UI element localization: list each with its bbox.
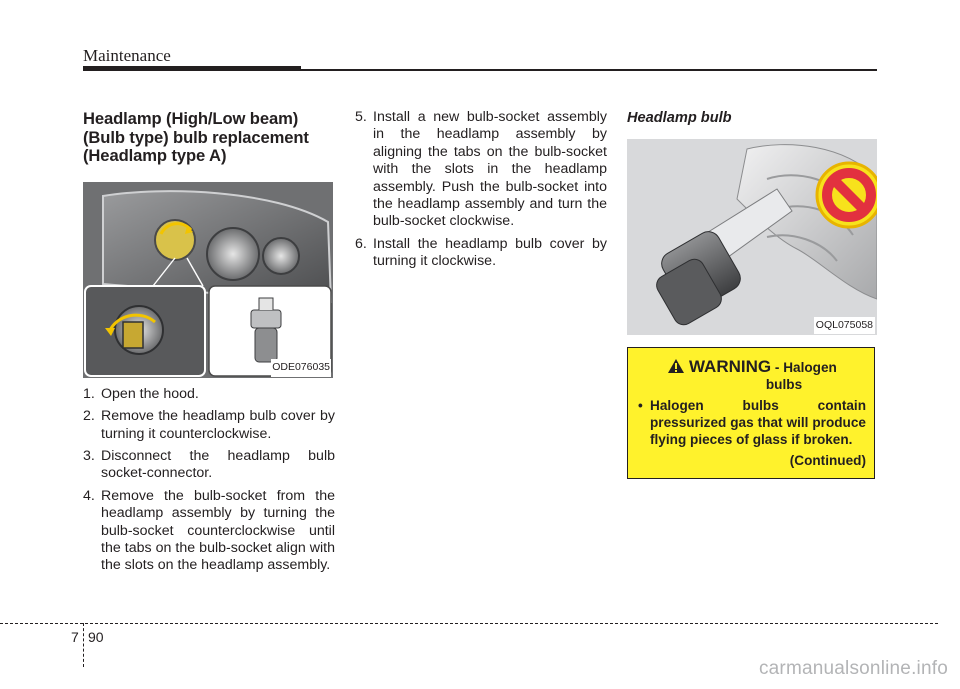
right-column xyxy=(627,110,879,479)
step-number: 3. xyxy=(83,448,95,464)
step-number: 1. xyxy=(83,385,95,402)
step-text: Open the hood. xyxy=(101,385,199,402)
step-text: Remove the bulb-socket from the headlamp assembly by turning the bulb-socket counterclockwise until the tabs on the bulb-socket align with the slots on the headlamp assembly. xyxy=(101,487,335,574)
section-title xyxy=(83,110,335,166)
warning-continued: (Continued) xyxy=(789,453,866,469)
warning-topic-continued: bulbs xyxy=(765,377,803,393)
headlamp-assembly-figure xyxy=(83,182,333,378)
header-rule-thick xyxy=(83,66,301,71)
warning-topic: - Halogen xyxy=(774,360,837,376)
step-text: Install a new bulb-socket assembly in the headlamp assembly by aligning the tabs on the bulb-socket with the slots in the headlamp assembly. Push the bulb-socket into the headlamp assembly and turn the bulb-socket clockwise. xyxy=(373,109,607,230)
subsection-title: Headlamp bulb xyxy=(627,110,732,126)
warning-label: WARNING xyxy=(688,357,772,377)
section-title-line-3: (Headlamp type A) xyxy=(83,146,227,166)
figure-code: ODE076035 xyxy=(271,359,331,376)
step-number: 4. xyxy=(83,487,95,504)
step-number: 2. xyxy=(83,408,95,425)
footer-rule xyxy=(0,623,938,624)
list-item xyxy=(355,109,607,231)
header-rule-thin xyxy=(301,69,877,71)
figure-code: OQL075058 xyxy=(814,317,875,334)
list-item xyxy=(83,386,335,403)
steps-list xyxy=(83,386,335,575)
warning-item xyxy=(638,397,866,448)
bullet: • xyxy=(638,398,643,414)
page-number: 90 xyxy=(88,629,104,645)
warning-heading xyxy=(638,358,866,393)
hand-holding-bulb-illustration xyxy=(627,139,877,335)
watermark: carmanualsonline.info xyxy=(758,658,948,679)
step-text: Remove the headlamp bulb cover by turning it counterclockwise. xyxy=(101,408,335,442)
list-item xyxy=(355,236,607,271)
section-title-line-2: (Bulb type) bulb replacement xyxy=(83,127,309,147)
middle-column xyxy=(355,110,607,276)
step-number: 5. xyxy=(355,109,367,125)
step-text: Disconnect the headlamp bulb socket-connector. xyxy=(101,448,335,482)
left-column xyxy=(83,110,335,580)
halogen-bulb-figure xyxy=(627,139,877,335)
steps-list-continued xyxy=(355,109,607,271)
header-section-title: Maintenance xyxy=(83,46,171,65)
footer-divider xyxy=(83,623,84,667)
chapter-number: 7 xyxy=(71,629,79,645)
step-number: 6. xyxy=(355,235,367,252)
headlamp-assembly-illustration xyxy=(83,182,333,378)
list-item xyxy=(83,408,335,443)
warning-triangle-icon xyxy=(667,358,685,374)
list-item xyxy=(83,488,335,575)
step-text: Install the headlamp bulb cover by turning it clockwise. xyxy=(373,235,607,270)
list-item xyxy=(83,448,335,483)
warning-box xyxy=(627,347,875,479)
warning-text: Halogen bulbs contain pressurized gas that will produce flying pieces of glass if broken. xyxy=(650,398,866,448)
section-title-line-1: Headlamp (High/Low beam) xyxy=(83,109,299,128)
